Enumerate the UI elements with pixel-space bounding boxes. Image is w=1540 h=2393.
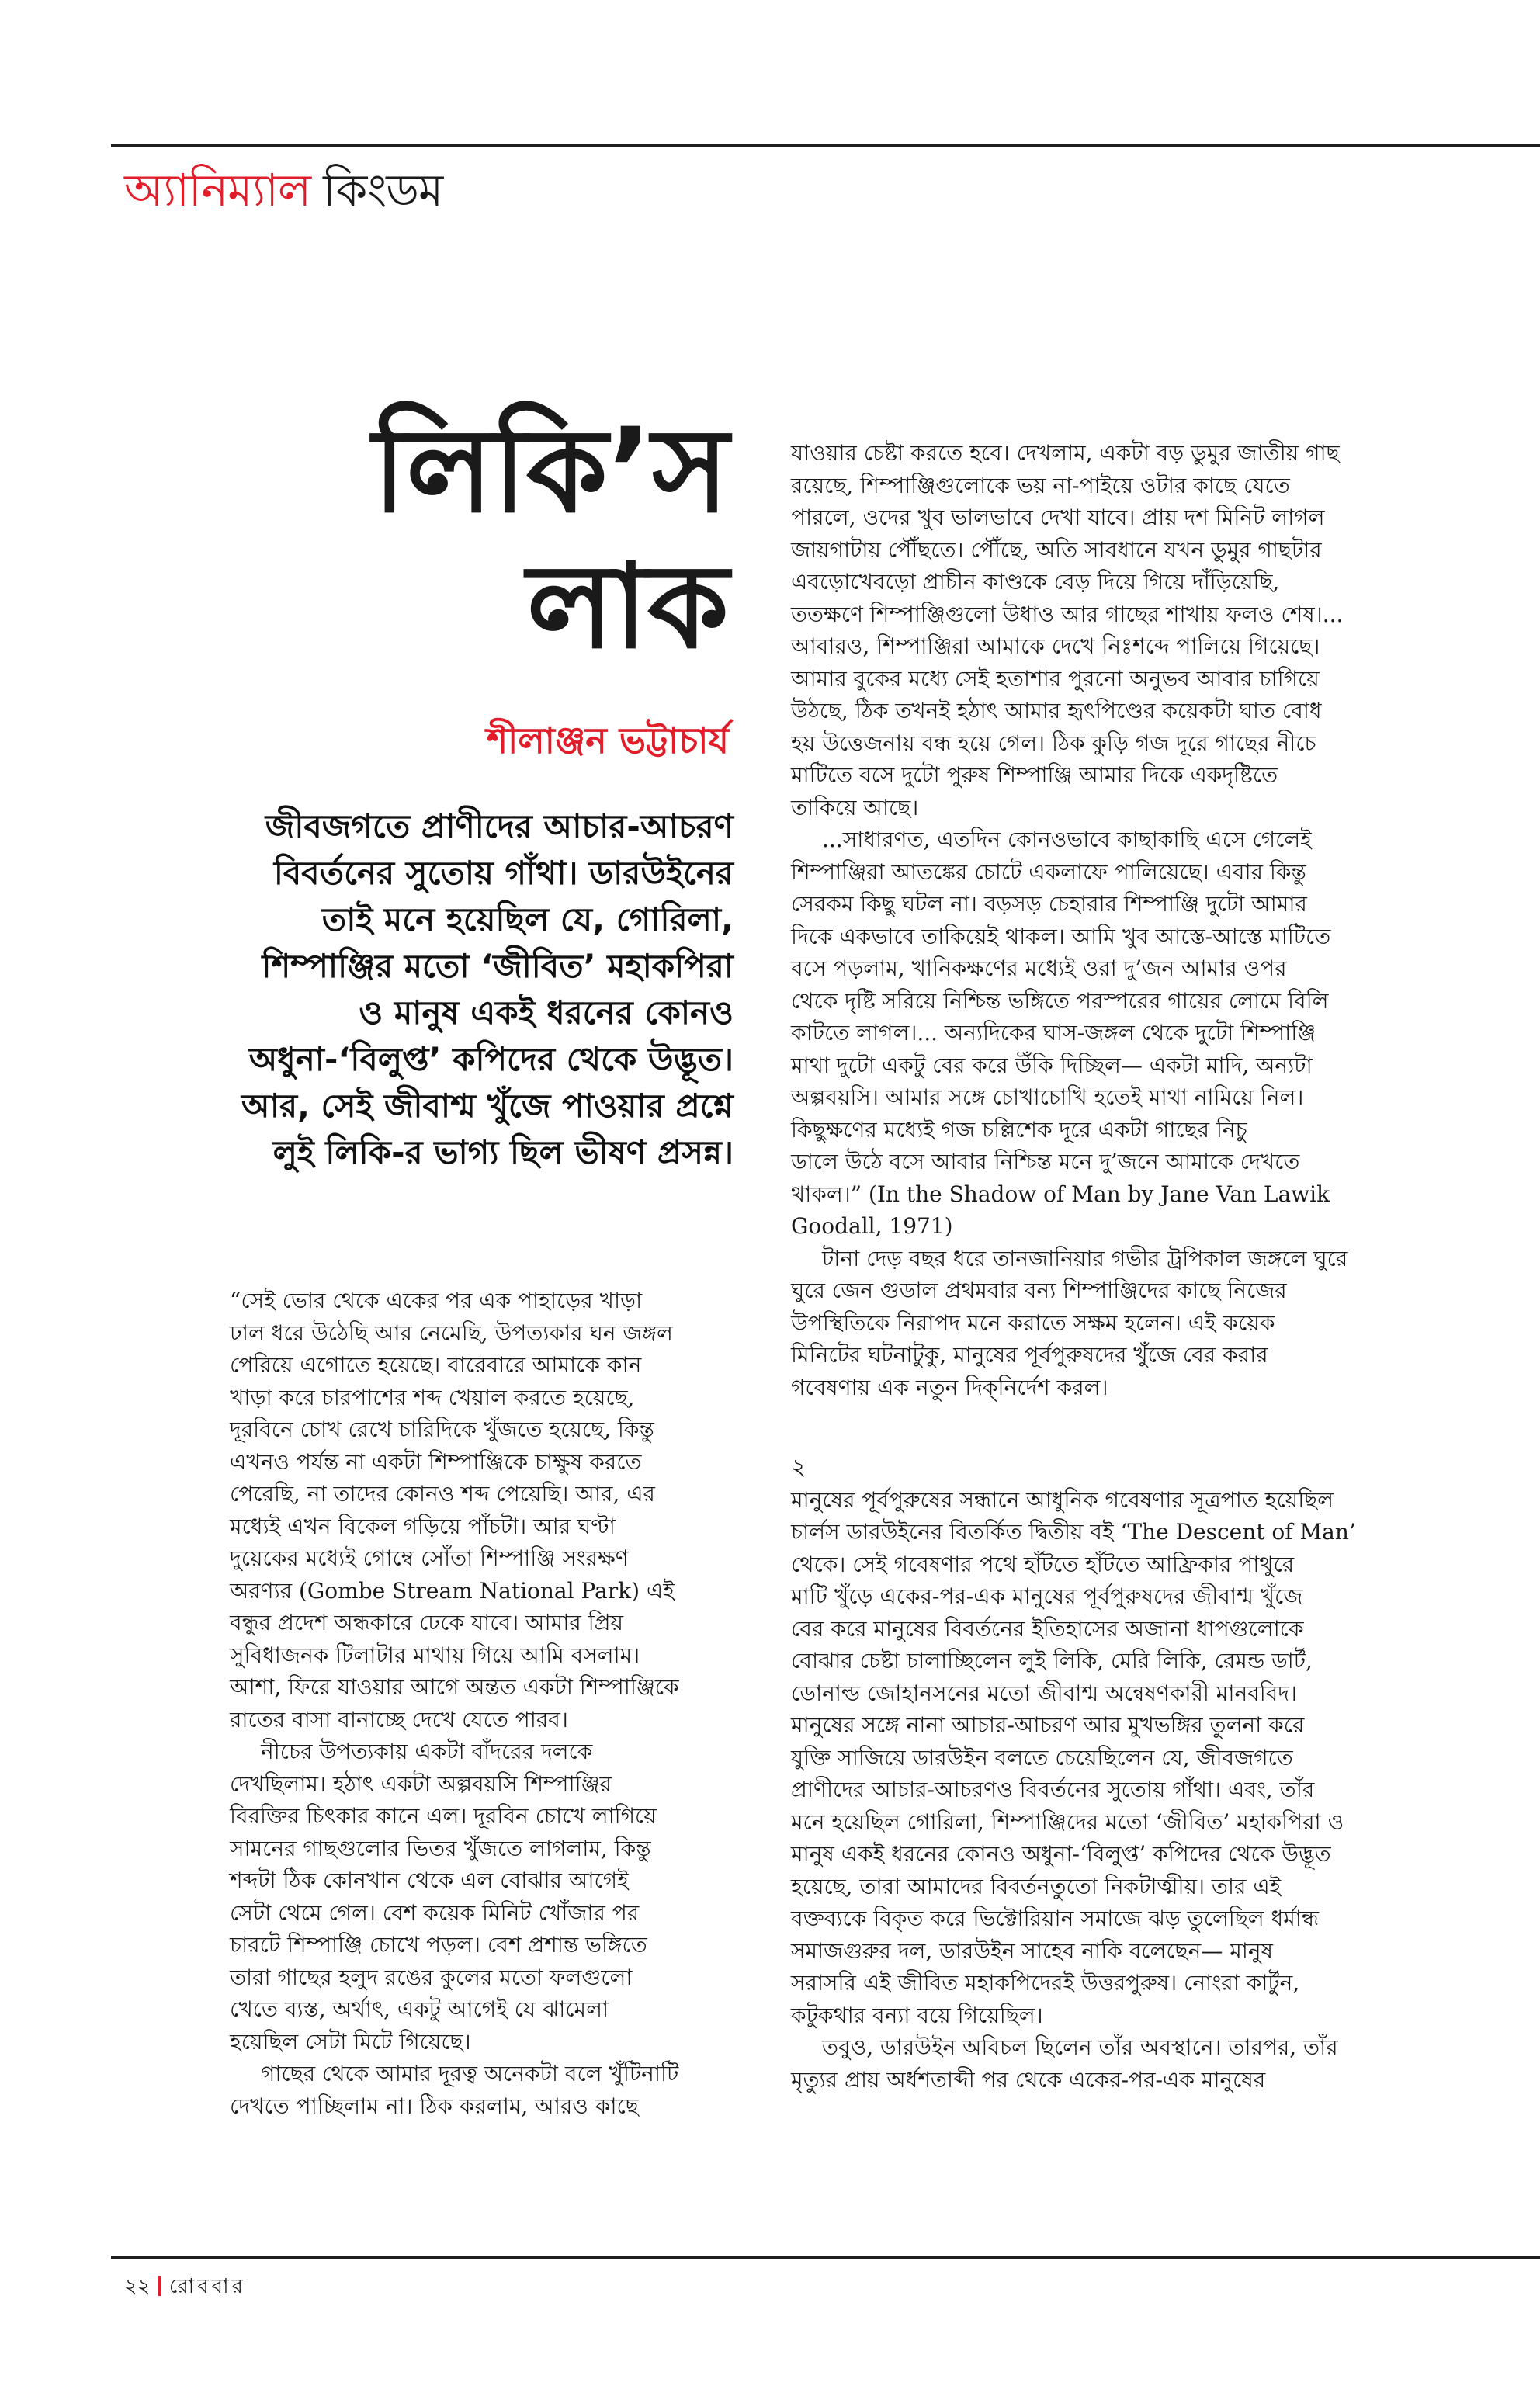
body-line: দেখছিলাম। হঠাৎ একটা অল্পবয়সি শিম্পাঞ্জির [230,1770,612,1797]
body-line: মানুষ একই ধরনের কোনও অধুনা-‘বিলুপ্ত’ কপিদের থেকে উদ্ভূত [791,1841,1331,1867]
body-line: রাতের বাসা বানাচ্ছে দেখে যেতে পারব। [230,1706,568,1732]
body-line: বোঝার চেষ্টা চালাচ্ছিলেন লুই লিকি, মেরি লিকি, রেমন্ড ডার্ট, [791,1648,1313,1673]
body-line: দুয়েকের মধ্যেই গোম্বে সোঁতা শিম্পাঞ্জি সংরক্ষণ [230,1545,629,1571]
intro-line: ও মানুষ একই ধরনের কোনও [359,994,734,1032]
body-line: ঢাল ধরে উঠেছি আর নেমেছি, উপত্যকার ঘন জঙ্গল [230,1320,673,1346]
body-line: ...সাধারণত, এতদিন কোনওভাবে কাছাকাছি এসে গেলেই [822,827,1312,852]
body-line: গাছের থেকে আমার দূরত্ব অনেকটা বলে খুঁটিনাটি [261,2061,679,2086]
body-line: মানুষের সঙ্গে নানা আচার-আচরণ আর মুখভঙ্গির তুলনা করে [791,1712,1305,1738]
intro-line: অধুনা-‘বিলুপ্ত’ কপিদের থেকে উদ্ভূত। [248,1040,734,1078]
body-line: বন্ধুর প্রদেশ অন্ধকারে ঢেকে যাবে। আমার প্রিয় [230,1610,624,1635]
body-line: উঠছে, ঠিক তখনই হঠাৎ আমার হৃৎপিণ্ডের কয়েকটা ঘাত বোধ [791,698,1322,723]
body-line: সেটা থেমে গেল। বেশ কয়েক মিনিট খোঁজার পর [230,1899,640,1926]
intro-line: তাই মনে হয়েছিল যে, গোরিলা, [321,900,734,938]
body-line: আমার বুকের মধ্যে সেই হতাশার পুরনো অনুভব আবার চাগিয়ে [791,665,1320,692]
right-column-part2 [791,1484,1451,2096]
intro-line: বিবর্তনের সুতোয় গাঁথা। ডারউইনের [273,854,734,892]
body-line: শব্দটা ঠিক কোনখান থেকে এল বোঝার আগেই [230,1868,629,1893]
body-line: তাকিয়ে আছে। [791,794,919,820]
section-gap [791,1403,1451,1451]
body-line: টানা দেড় বছর ধরে তানজানিয়ার গভীর ট্রপিকাল জঙ্গলে ঘুরে [822,1245,1348,1271]
body-line: মৃত্যুর প্রায় অর্ধশতাব্দী পর থেকে একের-পর-এক মানুষের [791,2066,1266,2093]
body-line: এখনও পর্যন্ত না একটা শিম্পাঞ্জিকে চাক্ষুষ করতে [230,1448,642,1475]
body-line: গবেষণায় এক নতুন দিক্‌নির্দেশ করল। [791,1374,1108,1400]
body-line: রয়েছে, শিম্পাঞ্জিগুলোকে ভয় না-পাইয়ে ওটার কাছে যেতে [791,472,1290,498]
page-footer [124,2270,246,2305]
headline-line: লিকি’স [373,404,729,539]
body-line: মানুষের পূর্বপুরুষের সন্ধানে আধুনিক গবেষণার সূত্রপাত হয়েছিল [791,1486,1334,1513]
body-line: কিছুক্ষণের মধ্যেই গজ চল্লিশেক দূরে একটা গাছের নিচু [791,1116,1247,1143]
intro-line: জীবজগতে প্রাণীদের আচার-আচরণ [265,807,734,845]
section-label-black: কিংডম [323,164,443,217]
body-line: ঘুরে জেন গুডাল প্রথমবার বন্য শিম্পাঞ্জিদের কাছে নিজের [791,1278,1287,1303]
body-line: নীচের উপত্যকায় একটা বাঁদরের দলকে [261,1739,593,1764]
body-line: বসে পড়লাম, খানিকক্ষণের মধ্যেই ওরা দু’জন আমার ওপর [791,955,1287,981]
body-line: কটুকথার বন্যা বয়ে গিয়েছিল। [791,2002,1043,2028]
section-label-red: অ্যানিম্যাল [124,164,311,217]
body-line: দিকে একভাবে তাকিয়েই থাকল। আমি খুব আস্তে-আস্তে মাটিতে [791,923,1331,949]
article-intro [155,803,734,1176]
bottom-rule [111,2256,1540,2259]
body-line: সমাজগুরুর দল, ডারউইন সাহেব নাকি বলেছেন— মানুষ [791,1937,1274,1964]
body-line: সামনের গাছগুলোর ভিতর খুঁজতে লাগলাম, কিন্তু [230,1835,651,1861]
body-line: জায়গাটায় পৌঁছতে। পৌঁছে, অতি সাবধানে যখন ডুমুর গাছটার [791,536,1322,563]
body-column-right [791,437,1451,2096]
intro-line: আর, সেই জীবাশ্ম খুঁজে পাওয়ার প্রশ্নে [241,1087,734,1125]
body-line: দেখতে পাচ্ছিলাম না। ঠিক করলাম, আরও কাছে [230,2093,639,2119]
body-line: চার্লস ডারউইনের বিতর্কিত দ্বিতীয় বই ‘The Descent of Man’ [791,1519,1356,1545]
body-line: আশা, ফিরে যাওয়ার আগে অন্তত একটা শিম্পাঞ্জিকে [230,1674,679,1700]
right-column-part1 [791,437,1451,1403]
body-line: অল্পবয়সি। আমার সঙ্গে চোখাচোখি হতেই মাথা নামিয়ে নিল। [791,1084,1304,1110]
page-number: ২২ [124,2275,151,2298]
body-line: পারলে, ওদের খুব ভালভাবে দেখা যাবে। প্রায় দশ মিনিট লাগল [791,505,1325,530]
body-line: বের করে মানুষের বিবর্তনের ইতিহাসের অজানা ধাপগুলোকে [791,1615,1304,1642]
body-line: উপস্থিতিকে নিরাপদ মনে করাতে সক্ষম হলেন। এই কয়েক [791,1309,1275,1336]
body-line: হয় উত্তেজনায় বন্ধ হয়ে গেল। ঠিক কুড়ি গজ দূরে গাছের নীচে [791,730,1316,756]
headline-line: লাক [526,539,729,675]
body-line: সেরকম কিছু ঘটল না। বড়সড় চেহারার শিম্পাঞ্জি দুটো আমার [791,891,1307,917]
body-line: থাকল।” (In the Shadow of Man by Jane Van Lawik [791,1181,1330,1207]
body-line: শিম্পাঞ্জিরা আতঙ্কের চোটে একলাফে পালিয়েছে। এবার কিন্তু [791,858,1306,885]
section-label [124,155,442,225]
section-number: ২ [791,1454,806,1481]
body-line: বক্তব্যকে বিকৃত করে ভিক্টোরিয়ান সমাজে ঝড় তুলেছিল ধর্মান্ধ [791,1906,1320,1931]
body-line: “সেই ভোর থেকে একের পর এক পাহাড়ের খাড়া [230,1288,643,1313]
body-line: থেকে দৃষ্টি সরিয়ে নিশ্চিন্ত ভঙ্গিতে পরস্পরের গায়ের লোমে বিলি [791,987,1329,1014]
body-line: হয়েছিল সেটা মিটে গিয়েছে। [230,2028,471,2055]
body-line: তবুও, ডারউইন অবিচল ছিলেন তাঁর অবস্থানে। তারপর, তাঁর [822,2034,1338,2060]
body-line: সুবিধাজনক টিলাটার মাথায় গিয়ে আমি বসলাম। [230,1642,640,1668]
body-line: Goodall, 1971) [791,1213,953,1239]
body-line: খাড়া করে চারপাশের শব্দ খেয়াল করতে হয়েছে, [230,1384,635,1410]
body-line: অরণ্যর (Gombe Stream National Park) এই [230,1577,675,1604]
body-line: যুক্তি সাজিয়ে ডারউইন বলতে চেয়েছিলেন যে, জীবজগতে [791,1744,1293,1770]
body-line: এবড়োখেবড়ো প্রাচীন কাণ্ডকে বেড় দিয়ে গিয়ে দাঁড়িয়েছি, [791,569,1280,595]
body-line: মাথা দুটো একটু বের করে উঁকি দিচ্ছিল— একটা মাদি, অন্যটা [791,1052,1313,1078]
body-line: মিনিটের ঘটনাটুকু, মানুষের পূর্বপুরুষদের খুঁজে বের করার [791,1342,1268,1368]
body-line: খেতে ব্যস্ত, অর্থাৎ, একটু আগেই যে ঝামেলা [230,1996,609,2022]
body-line: প্রাণীদের আচার-আচরণও বিবর্তনের সুতোয় গাঁথা। এবং, তাঁর [791,1777,1315,1802]
body-line: যাওয়ার চেষ্টা করতে হবে। দেখলাম, একটা বড় ডুমুর জাতীয় গাছ [791,440,1340,466]
intro-line: লুই লিকি-র ভাগ্য ছিল ভীষণ প্রসন্ন। [272,1133,734,1171]
body-line: মধ্যেই এখন বিকেল গড়িয়ে পাঁচটা। আর ঘণ্টা [230,1513,616,1539]
body-line: সরাসরি এই জীবিত মহাকপিদেরই উত্তরপুরুষ। নোংরা কার্টুন, [791,1970,1300,1996]
body-line: হয়েছে, তারা আমাদের বিবর্তনতুতো নিকটাত্মীয়। তার এই [791,1873,1282,1899]
intro-line: শিম্পাঞ্জির মতো ‘জীবিত’ মহাকপিরা [262,947,734,985]
author-byline: শীলাঞ্জন ভট্টাচার্য [486,720,729,761]
body-line: থেকে। সেই গবেষণার পথে হাঁটতে হাঁটতে আফ্রিকার পাথুরে [791,1551,1295,1577]
body-line: পেরেছি, না তাদের কোনও শব্দ পেয়েছি। আর, এর [230,1481,655,1507]
body-line: তারা গাছের হলুদ রঙের কুলের মতো ফলগুলো [230,1964,633,1990]
magazine-name: রোববার [168,2275,246,2298]
article-headline [263,404,729,675]
body-column-left [230,1285,742,2122]
body-line: দূরবিনে চোখ রেখে চারিদিকে খুঁজতে হয়েছে, কিন্তু [230,1417,654,1442]
body-line: পেরিয়ে এগোতে হয়েছে। বারেবারে আমাকে কান [230,1352,642,1378]
body-line: আবারও, শিম্পাঞ্জিরা আমাকে দেখে নিঃশব্দে পালিয়ে গিয়েছে। [791,633,1320,659]
body-line: বিরক্তির চিৎকার কানে এল। দূরবিন চোখে লাগিয়ে [230,1803,657,1829]
footer-separator [158,2276,161,2296]
top-rule [111,144,1540,147]
body-line: ডালে উঠে বসে আবার নিশ্চিন্ত মনে দু’জনে আমাকে দেখতে [791,1149,1300,1174]
body-line: মাটিতে বসে দুটো পুরুষ শিম্পাঞ্জি আমার দিকে একদৃষ্টিতে [791,762,1278,788]
body-line: মনে হয়েছিল গোরিলা, শিম্পাঞ্জিদের মতো ‘জীবিত’ মহাকপিরা ও [791,1809,1344,1835]
body-line: ততক্ষণে শিম্পাঞ্জিগুলো উধাও আর গাছের শাখায় ফলও শেষ।... [791,601,1344,627]
body-line: কাটতে লাগল।... অন্যদিকের ঘাস-জঙ্গল থেকে দুটো শিম্পাঞ্জি [791,1020,1316,1046]
body-line: মাটি খুঁড়ে একের-পর-এক মানুষের পূর্বপুরুষদের জীবাশ্ম খুঁজে [791,1583,1303,1609]
body-line: ডোনাল্ড জোহানসনের মতো জীবাশ্ম অন্বেষণকারী মানববিদ। [791,1680,1298,1706]
body-line: চারটে শিম্পাঞ্জি চোখে পড়ল। বেশ প্রশান্ত ভঙ্গিতে [230,1932,647,1958]
